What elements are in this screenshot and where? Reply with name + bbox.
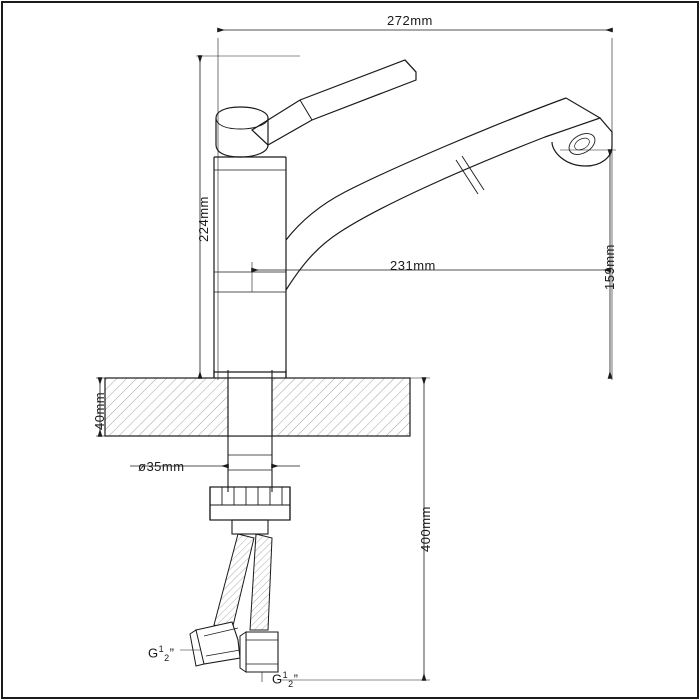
dimension-overall-width: 272mm — [387, 13, 433, 28]
dimension-hole-diameter: ø35mm — [138, 459, 185, 474]
thread-right-unit: ” — [293, 671, 299, 687]
hose-left — [214, 534, 254, 630]
dimension-spout-height: 159mm — [602, 244, 617, 290]
thread-right-letter: G — [272, 671, 283, 687]
label-thread-right — [272, 670, 299, 689]
thread-left-unit: ” — [169, 645, 175, 661]
thread-right-den: 2 — [288, 678, 294, 689]
thread-left-den: 2 — [164, 652, 170, 663]
dimension-lines — [96, 30, 616, 682]
thread-right-num: 1 — [282, 670, 289, 680]
label-thread-left — [148, 644, 175, 663]
hose-right — [250, 534, 272, 630]
faucet-body-outline — [105, 60, 612, 672]
thread-left-letter: G — [148, 645, 159, 661]
thread-left-num: 1 — [158, 644, 165, 654]
dimension-deck-thickness: 40mm — [92, 391, 107, 430]
dimension-spout-reach: 231mm — [390, 258, 436, 273]
dimension-total-below-length: 400mm — [418, 506, 433, 552]
sheet-border — [2, 2, 698, 698]
dimension-height-above-deck: 224mm — [196, 196, 211, 242]
